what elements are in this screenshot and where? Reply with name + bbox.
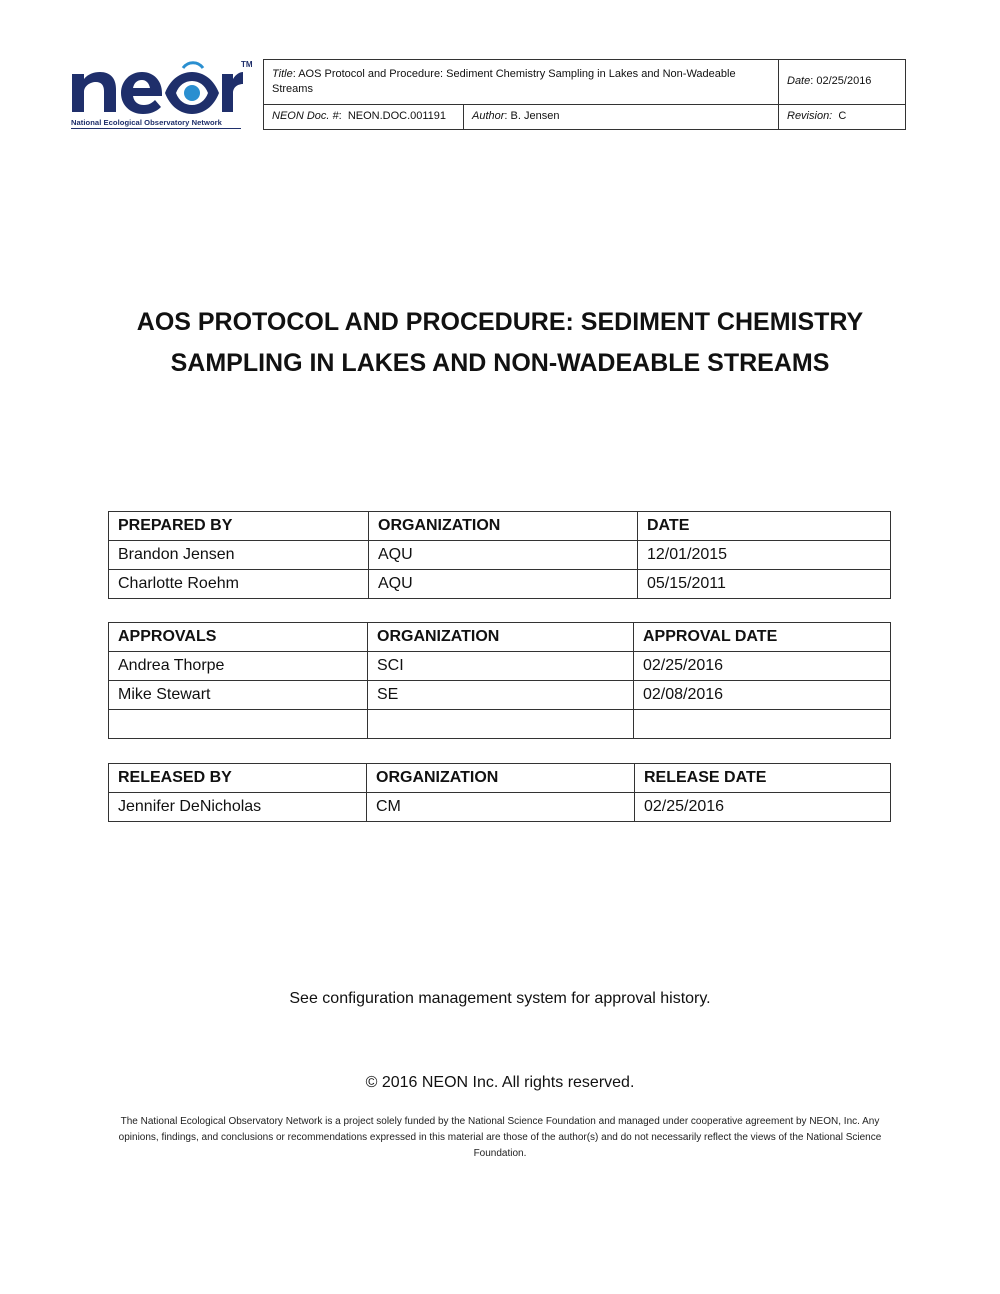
organization-cell: CM — [367, 793, 635, 822]
table-row — [109, 793, 891, 822]
name-cell: Brandon Jensen — [109, 541, 369, 570]
name-cell — [109, 710, 368, 739]
header-doc-cell: NEON Doc. #: NEON.DOC.001191 — [264, 104, 464, 129]
header-title-value: AOS Protocol and Procedure: Sediment Chemistry Sampling in Lakes and Non-Wadeable Streams — [272, 67, 736, 95]
header-revision-value: C — [838, 110, 847, 123]
name-cell: Andrea Thorpe — [109, 652, 368, 681]
prepared-by-table — [108, 511, 891, 599]
table-row — [109, 681, 891, 710]
column-header: ORGANIZATION — [368, 623, 634, 652]
table-row-empty — [109, 710, 891, 739]
header-author-label: Author — [472, 110, 505, 123]
column-header: APPROVALS — [109, 623, 368, 652]
nsf-disclaimer: The National Ecological Observatory Network is a project solely funded by the National Science Foundation and managed under cooperative agreement by NEON, Inc. Any opinions, findings, and conclusions or recommendations expressed in this material are those of the author(s) and do not necessarily reflect the views of the National Science Foundation. — [118, 1116, 882, 1159]
header-revision-cell — [779, 104, 906, 129]
header-doc-label: NEON Doc. # — [272, 110, 339, 123]
document-title-line-2: SAMPLING IN LAKES AND NON-WADEABLE STREAMS — [170, 349, 830, 377]
document-title — [100, 302, 900, 384]
header-date-value: 02/25/2016 — [816, 75, 872, 88]
configuration-management-note: See configuration management system for approval history. — [289, 990, 711, 1007]
column-header: ORGANIZATION — [369, 512, 638, 541]
logo-tagline: National Ecological Observatory Network — [71, 118, 222, 127]
date-cell: 12/01/2015 — [638, 541, 891, 570]
column-header: RELEASE DATE — [635, 764, 891, 793]
trademark-mark: TM — [241, 60, 253, 69]
name-cell: Mike Stewart — [109, 681, 368, 710]
column-header: DATE — [638, 512, 891, 541]
organization-cell: SCI — [368, 652, 634, 681]
logo-underline — [71, 128, 241, 129]
header-date-label: Date — [787, 75, 811, 88]
date-cell: 02/08/2016 — [634, 681, 891, 710]
table-row — [109, 541, 891, 570]
organization-cell: AQU — [369, 570, 638, 599]
header-title-label: Title — [272, 67, 293, 80]
date-cell — [634, 710, 891, 739]
table-row — [109, 570, 891, 599]
column-header: RELEASED BY — [109, 764, 367, 793]
organization-cell: SE — [368, 681, 634, 710]
document-title-line-1: AOS PROTOCOL AND PROCEDURE: SEDIMENT CHEMISTRY — [136, 308, 864, 336]
name-cell: Charlotte Roehm — [109, 570, 369, 599]
column-header: APPROVAL DATE — [634, 623, 891, 652]
header-author-cell: Author: B. Jensen — [464, 104, 779, 129]
date-cell: 05/15/2011 — [638, 570, 891, 599]
column-header: ORGANIZATION — [367, 764, 635, 793]
organization-cell — [368, 710, 634, 739]
date-cell: 02/25/2016 — [635, 793, 891, 822]
header-author-value: B. Jensen — [510, 110, 560, 123]
header-revision-label: Revision: — [787, 110, 833, 123]
neon-logo — [70, 58, 255, 133]
table-row — [109, 652, 891, 681]
neon-wordmark-graphic — [70, 58, 245, 116]
approvals-table — [108, 622, 891, 739]
name-cell: Jennifer DeNicholas — [109, 793, 367, 822]
date-cell: 02/25/2016 — [634, 652, 891, 681]
header-date-cell: Date: 02/25/2016 — [779, 60, 906, 105]
header-doc-value: NEON.DOC.001191 — [347, 110, 447, 123]
column-header: PREPARED BY — [109, 512, 369, 541]
header-title-cell: Title: AOS Protocol and Procedure: Sediment Chemistry Sampling in Lakes and Non-Wadeable Streams — [264, 60, 779, 105]
copyright-notice: © 2016 NEON Inc. All rights reserved. — [365, 1074, 635, 1091]
organization-cell: AQU — [369, 541, 638, 570]
released-by-table — [108, 763, 891, 822]
document-header-table — [263, 59, 906, 130]
